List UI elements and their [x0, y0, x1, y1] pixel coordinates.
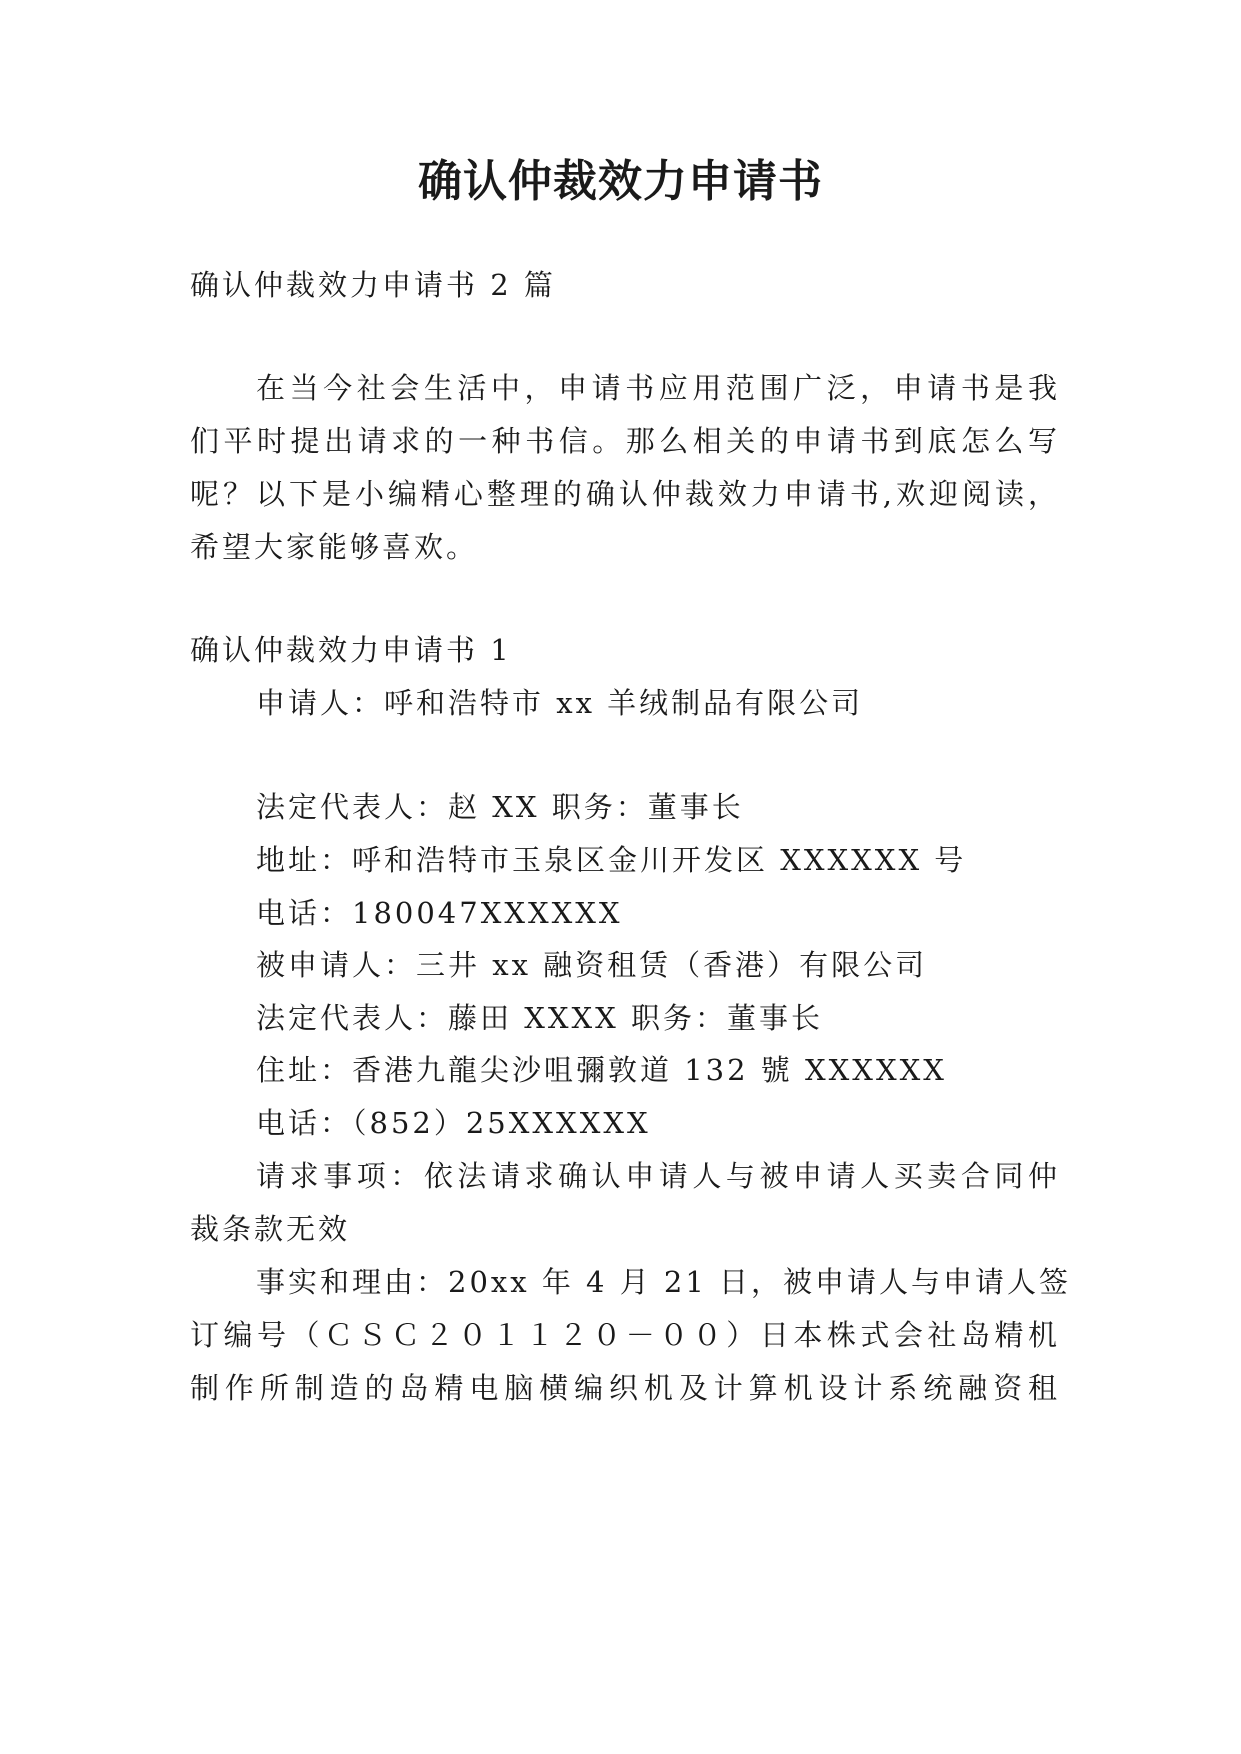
request-line: 请求事项：依法请求确认申请人与被申请人买卖合同仲	[256, 1159, 1060, 1193]
intro-line: 们平时提出请求的一种书信。那么相关的申请书到底怎么写	[190, 424, 1060, 458]
respondent-address-line: 住址：香港九龍尖沙咀彌敦道 132 號 XXXXXX	[256, 1053, 947, 1087]
applicant-rep-line: 法定代表人：赵 XX 职务：董事长	[256, 790, 744, 824]
applicant-line: 申请人：呼和浩特市 xx 羊绒制品有限公司	[256, 686, 864, 720]
intro-line: 呢？以下是小编精心整理的确认仲裁效力申请书,欢迎阅读，	[190, 477, 1060, 511]
intro-line: 在当今社会生活中，申请书应用范围广泛，申请书是我	[256, 371, 1060, 405]
facts-line: 事实和理由：20xx 年 4 月 21 日，被申请人与申请人签	[256, 1265, 1072, 1299]
document-subtitle: 确认仲裁效力申请书 2 篇	[190, 268, 556, 302]
respondent-rep-line: 法定代表人：藤田 XXXX 职务：董事长	[256, 1001, 824, 1035]
request-line: 裁条款无效	[190, 1212, 351, 1246]
document-title: 确认仲裁效力申请书	[418, 156, 823, 207]
section-heading: 确认仲裁效力申请书 1	[190, 633, 512, 667]
respondent-phone-line: 电话：（852）25XXXXXX	[256, 1106, 651, 1140]
respondent-line: 被申请人：三井 xx 融资租赁（香港）有限公司	[256, 948, 928, 982]
intro-line: 希望大家能够喜欢。	[190, 530, 479, 564]
applicant-phone-line: 电话：180047XXXXXX	[256, 896, 623, 930]
facts-line: 制作所制造的岛精电脑横编织机及计算机设计系统融资租	[190, 1371, 1060, 1405]
facts-line: 订编号（ＣＳＣ２０１１２０－００）日本株式会社岛精机	[190, 1318, 1060, 1352]
applicant-address-line: 地址：呼和浩特市玉泉区金川开发区 XXXXXX 号	[256, 843, 967, 877]
